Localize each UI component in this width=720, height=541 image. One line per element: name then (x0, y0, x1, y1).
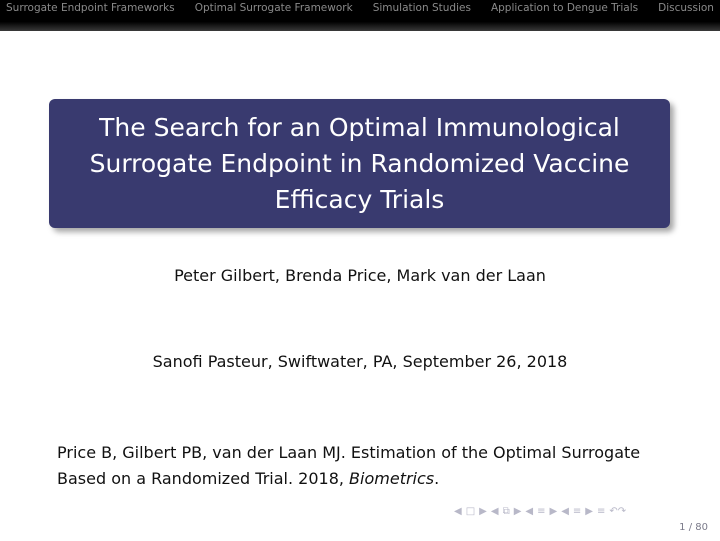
part-next-icon[interactable]: ▶ (585, 505, 593, 517)
slide-title: The Search for an Optimal Immunological Surrogate Endpoint in Randomized Vaccine Efficacy Trials (89, 112, 630, 214)
search-back-forward-icon[interactable]: ↶↷ (609, 505, 627, 517)
section-icon[interactable]: ≡ (537, 505, 546, 517)
toc-icon[interactable]: ≡ (597, 505, 606, 517)
section-navigation-bar (0, 0, 720, 31)
part-icon[interactable]: ≡ (572, 505, 582, 517)
nav-section-simulation-studies[interactable]: Simulation Studies (372, 2, 471, 14)
venue-date: Sanofi Pasteur, Swiftwater, PA, September 26, 2018 (152, 352, 568, 371)
citation (57, 440, 677, 492)
nav-section-optimal-surrogate-framework[interactable]: Optimal Surrogate Framework (194, 2, 353, 14)
nav-section-discussion[interactable]: Discussion (658, 2, 714, 14)
citation-journal: Biometrics (349, 469, 435, 488)
frame-icon[interactable]: □ (465, 505, 476, 517)
authors: Peter Gilbert, Brenda Price, Mark van der Laan (174, 266, 546, 285)
page-number: 1 / 80 (679, 522, 708, 533)
subsection-prev-icon[interactable]: ◀ (490, 505, 499, 517)
subsection-next-icon[interactable]: ▶ (513, 505, 522, 517)
part-prev-icon[interactable]: ◀ (561, 505, 569, 517)
section-next-icon[interactable]: ▶ (549, 505, 558, 517)
frame-prev-icon[interactable]: ◀ (454, 505, 462, 517)
citation-text: Price B, Gilbert PB, van der Laan MJ. Estimation of the Optimal Surrogate Based on a Randomized Trial. 2018, (57, 443, 641, 488)
title-box (49, 99, 670, 228)
nav-section-application-dengue[interactable]: Application to Dengue Trials (490, 2, 639, 14)
subsection-icon[interactable]: ⧉ (502, 505, 510, 517)
citation-end: . (434, 469, 440, 488)
nav-section-surrogate-endpoint-frameworks[interactable]: Surrogate Endpoint Frameworks (6, 2, 175, 14)
frame-next-icon[interactable]: ▶ (479, 505, 487, 517)
beamer-navigation-controls (454, 504, 626, 518)
section-prev-icon[interactable]: ◀ (525, 505, 534, 517)
